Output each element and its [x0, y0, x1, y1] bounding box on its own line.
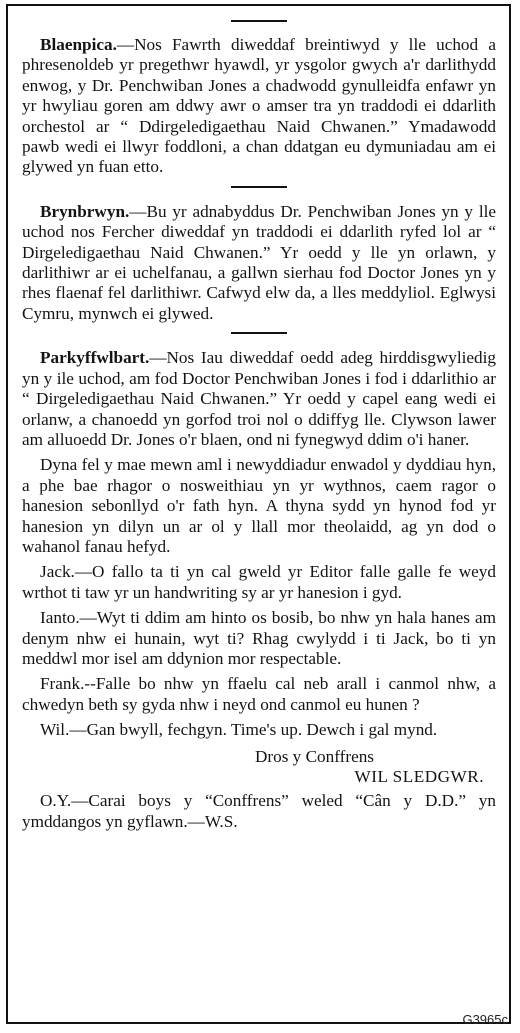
report-blaenpica	[22, 35, 496, 178]
report-brynbrwyn	[22, 202, 496, 324]
place-heading: Brynbrwyn.	[40, 201, 130, 221]
signature-line: Dros y Conffrens	[254, 746, 374, 766]
paragraph-text: —Nos Fawrth diweddaf breintiwyd y lle uchod a phresenoldeb yr pregethwr hyawdl, yr ysgolor gwych a'r darlithydd enwog, y Dr. Penchwiban Jones a chadwodd gynulleidfa enfawr yn yr hwyliau goren am ddwy awr o amser tra yn traddodi ei ddarlith orchestol ar “ Ddirgeledigaethau Naid Chwanen.” Ymadawodd pawb wedi ei llwyr foddloni, a chan ddatgan eu dymuniadau am ei glywed yn fuan etto.	[22, 35, 496, 177]
report-parkyffwlbart	[22, 348, 496, 740]
section-divider	[231, 332, 287, 334]
place-heading: Parkyffwlbart.	[40, 348, 150, 368]
place-heading: Blaenpica.	[40, 35, 117, 54]
paragraph-text: —Nos Iau diweddaf oedd adeg hirddisgwyliedig yn y ile uchod, am fod Doctor Penchwiban Jones i fod i ddarlithio ar “ Dirgeledigaethau Naid Chwanen.” Yr oedd y capel eang wedi ei orlanw, a chanoedd yn gorfod troi nol o ddiffyg lle. Clywson lawer am alluoedd Dr. Jones o'r blaen, ond ni fynegwyd ddim o'i haner.	[22, 348, 496, 449]
reference-code: G3965c	[462, 1012, 508, 1027]
section-divider	[231, 20, 287, 22]
postscript: O.Y.—Carai boys y “Conffrens” weled “Cân y D.D.” yn ymddangos yn gyflawn.—W.S.	[22, 791, 496, 831]
dialogue-wil: Wil.—Gan bwyll, fechgyn. Time's up. Dewch i gal mynd.	[40, 720, 438, 740]
paragraph	[22, 202, 496, 324]
paragraph: Dyna fel y mae mewn aml i newyddiadur enwadol y dyddiau hyn, a phe bae rhagor o nosweithiau yn yr wythnos, caem ragor o hanesion sebonllyd o'r fath hyn. A thyna sydd yn hynod fod yr hanesion yn dilyn un ar ol y llall mor theolaidd, ag yn dod o wahanol fanau hefyd.	[22, 455, 496, 556]
dialogue-frank: Frank.--Falle bo nhw yn ffaelu cal neb arall i canmol nhw, a chwedyn beth sy gyda nhw i neyd ond canmol eu hunen ?	[22, 674, 496, 714]
paragraph	[22, 348, 496, 450]
dialogue-jack: Jack.—O fallo ta ti yn cal gweld yr Editor falle galle fe weyd wrthot ti taw yr un handwriting sy ar yr hanesion i gyd.	[22, 562, 496, 602]
article-column	[22, 10, 496, 849]
paragraph	[22, 35, 496, 178]
dialogue-ianto: Ianto.—Wyt ti ddim am hinto os bosib, bo nhw yn hala hanes am denym nhw ei hunain, wyt ti? Rhag cwylydd i ti Jack, bo ti yn meddwl mor isel am ddynion mor respectable.	[22, 608, 496, 668]
paragraph-text: —Bu yr adnabyddus Dr. Penchwiban Jones yn y lle uchod nos Fercher diweddaf yn traddodi ei ddarlith ryfed lol ar “ Dirgeledigaethau Naid Chwanen.” Yr oedd y lle yn orlawn, y darlithiwr ar ei uchelfanau, a gallwn sierhau fod Doctor Jones yn y rhes flaenaf fel darlithiwr. Cafwyd elw da, a lles meddyliol. Eglwysi Cymru, mynwch ei glywed.	[22, 201, 496, 323]
signature-name: WIL SLEDGWR.	[354, 767, 484, 786]
section-divider	[231, 186, 287, 188]
